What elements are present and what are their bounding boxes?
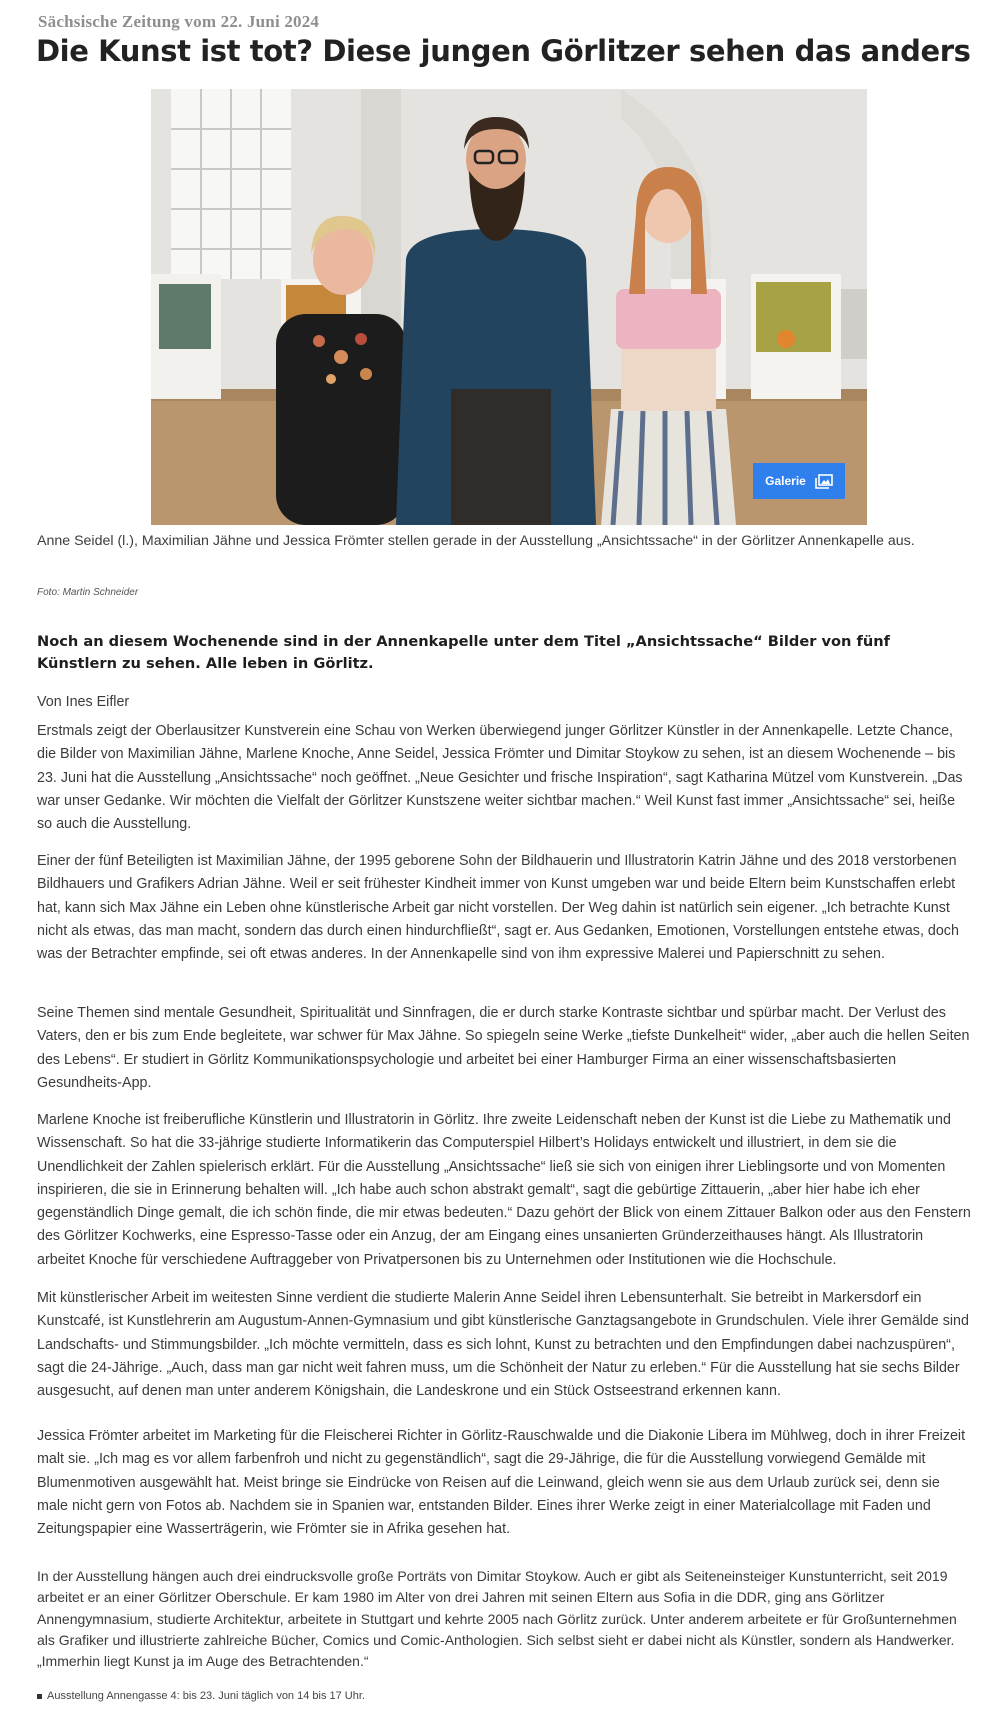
gallery-button-label: Galerie	[765, 474, 806, 488]
bullet-icon	[37, 1694, 42, 1699]
body-paragraph: Mit künstlerischer Arbeit im weitesten Sinne verdient die studierte Malerin Anne Seidel ihren Lebensunterhalt. Sie betreibt in Markersdorf ein Kunstcafé, ist Kunstlehrerin am Augustum-Annen-Gymnasium und gibt künstlerische Ganztagsangebote in Grundschulen. Viele ihrer Gemälde sind Landschafts- und Stimmungsbilder. „Ich möchte vermitteln, dass es sich lohnt, Kunst zu betrachten und den Empfindungen dabei nachzuspüren“, sagt die 24-Jährige. „Auch, dass man gar nicht weit fahren muss, um die Schönheit der Natur zu erleben.“ Für die Ausstellung hat sie sechs Bilder ausgesucht, auf denen man unter anderem Königshain, die Landeskrone und ein Stück Ostseestrand erkennen kann.	[37, 1290, 969, 1400]
newspaper-source: Sächsische Zeitung vom 22. Juni 2024	[38, 12, 320, 31]
body-paragraph: Jessica Frömter arbeitet im Marketing für die Fleischerei Richter in Görlitz-Rauschwalde und die Diakonie Libera im Mühlweg, doch in ihrer Freizeit malt sie. „Ich mag es vor allem farbenfroh und nicht zu gegenständlich“, sagt die 29-Jährige, die für die Ausstellung vorwiegend Gemälde mit Blumenmotiven ausgewählt hat. Meist bringe sie Eindrücke von Reisen auf die Leinwand, gleich wenn sie aus dem Urlaub zurück sei, denn sie male nicht gern von Fotos ab. Nachdem sie in Spanien war, entstanden Bilder. Eines ihrer Werke zeigt in einer Materialcollage mit Faden und Zeitungspapier eine Wasserträgerin, wie Frömter sie in Afrika gesehen hat.	[37, 1428, 966, 1538]
body-paragraph: Einer der fünf Beteiligten ist Maximilian Jähne, der 1995 geborene Sohn der Bildhauerin und Illustratorin Katrin Jähne und des 2018 verstorbenen Bildhauers und Grafikers Adrian Jähne. Weil er seit frühester Kindheit immer von Kunst umgeben war und beide Eltern beim Kunstschaffen erlebt hat, kann sich Max Jähne ein Leben ohne künstlerische Arbeit gar nicht vorstellen. Der Weg dahin ist natürlich sein eigener. „Ich betrachte Kunst nicht als etwas, das man macht, sondern das durch einen hindurchfließt“, sagt er. Aus Gedanken, Emotionen, Vorstellungen entstehe etwas, doch was der Betrachter empfinde, sei oft etwas anderes. In der Annenkapelle sind von ihm expressive Malerei und Papierschnitt zu sehen.	[37, 853, 959, 963]
exhibition-info-text: Ausstellung Annengasse 4: bis 23. Juni täglich von 14 bis 17 Uhr.	[47, 1690, 365, 1702]
exhibition-info	[37, 1690, 365, 1702]
body-paragraph: Erstmals zeigt der Oberlausitzer Kunstverein eine Schau von Werken überwiegend junger Görlitzer Künstler in der Annenkapelle. Letzte Chance, die Bilder von Maximilian Jähne, Marlene Knoche, Anne Seidel, Jessica Frömter und Dimitar Stoykow zu sehen, ist an diesem Wochenende – bis 23. Juni hat die Ausstellung „Ansichtssache“ noch geöffnet. „Neue Gesichter und frische Inspiration“, sagt Katharina Mützel vom Kunstverein. „Das war unser Gedanke. Wir möchten die Vielfalt der Görlitzer Kunstszene weiter sichtbar machen.“ Weil Kunst fast immer „Ansichtssache“ sei, heiße so auch die Ausstellung.	[37, 723, 963, 833]
gallery-icon	[815, 474, 833, 489]
photo-credit: Foto: Martin Schneider	[37, 587, 139, 598]
photo-illustration	[151, 89, 867, 525]
article-lead: Noch an diesem Wochenende sind in der Annenkapelle unter dem Titel „Ansichtssache“ Bilder von fünf Künstlern zu sehen. Alle leben in Görlitz.	[37, 633, 891, 672]
body-paragraph: Seine Themen sind mentale Gesundheit, Spiritualität und Sinnfragen, die er durch starke Kontraste sichtbar und spürbar macht. Der Verlust des Vaters, den er bis zum Ende begleitete, war schwer für Max Jähne. So spiegeln seine Werke „tiefste Dunkelheit“ wider, „aber auch die hellen Seiten des Lebens“. Er studiert in Görlitz Kommunikationspsychologie und arbeitet bei einer Hamburger Firma an einer wissenschaftsbasierten Gesundheits-App.	[37, 1005, 970, 1091]
article-photo[interactable]	[151, 89, 867, 525]
gallery-button[interactable]	[753, 463, 845, 499]
body-paragraph: In der Ausstellung hängen auch drei eindrucksvolle große Porträts von Dimitar Stoykow. Auch er gibt als Seiteneinsteiger Kunstunterricht, seit 2019 arbeitet er an einer Görlitzer Oberschule. Er kam 1980 im Alter von drei Jahren mit seinen Eltern aus Sofia in die DDR, ging ans Görlitzer Annengymnasium, studierte Architektur, arbeitete in Stuttgart und kehrte 2005 nach Görlitz zurück. Unter anderem arbeitete er für Großunternehmen als Grafiker und illustrierte zahlreiche Bücher, Comics und Comic-Anthologien. Sich selbst sieht er dabei nicht als Künstler, sondern als Handwerker. „Immerhin liegt Kunst ja im Auge des Betrachtenden.“	[37, 1568, 957, 1670]
photo-caption: Anne Seidel (l.), Maximilian Jähne und Jessica Frömter stellen gerade in der Ausstellung „Ansichtssache“ in der Görlitzer Annenkapelle aus.	[37, 533, 915, 549]
body-paragraph: Marlene Knoche ist freiberufliche Künstlerin und Illustratorin in Görlitz. Ihre zweite Leidenschaft neben der Kunst ist die Liebe zu Mathematik und Wissenschaft. So hat die 33-jährige studierte Informatikerin das Computerspiel Hilbert’s Holidays entwickelt und illustriert, in dem sie die Unendlichkeit der Zahlen spielerisch erklärt. Für die Ausstellung „Ansichtssache“ ließ sie sich von einigen ihrer Lieblingsorte und von Momenten inspirieren, die sie in Erinnerung behalten will. „Ich habe auch schon abstrakt gemalt“, sagt die gebürtige Zittauerin, „aber hier habe ich eher gegenständlich Dinge gemalt, die ich schön finde, die mir etwas bedeuten.“ Dazu gehört der Blick von einem Zittauer Balkon oder aus den Fenstern des Görlitzer Kochwerks, eine Espresso-Tasse oder ein Anzug, der am Eingang eines unsanierten Gründerzeithauses hängt. Als Illustratorin arbeitet Knoche für verschiedene Auftraggeber von Privatpersonen bis zu Unternehmen oder Institutionen wie die Hochschule.	[37, 1112, 971, 1268]
article-author: Von Ines Eifler	[37, 694, 130, 710]
article-headline: Die Kunst ist tot? Diese jungen Görlitzer sehen das anders	[36, 34, 971, 68]
